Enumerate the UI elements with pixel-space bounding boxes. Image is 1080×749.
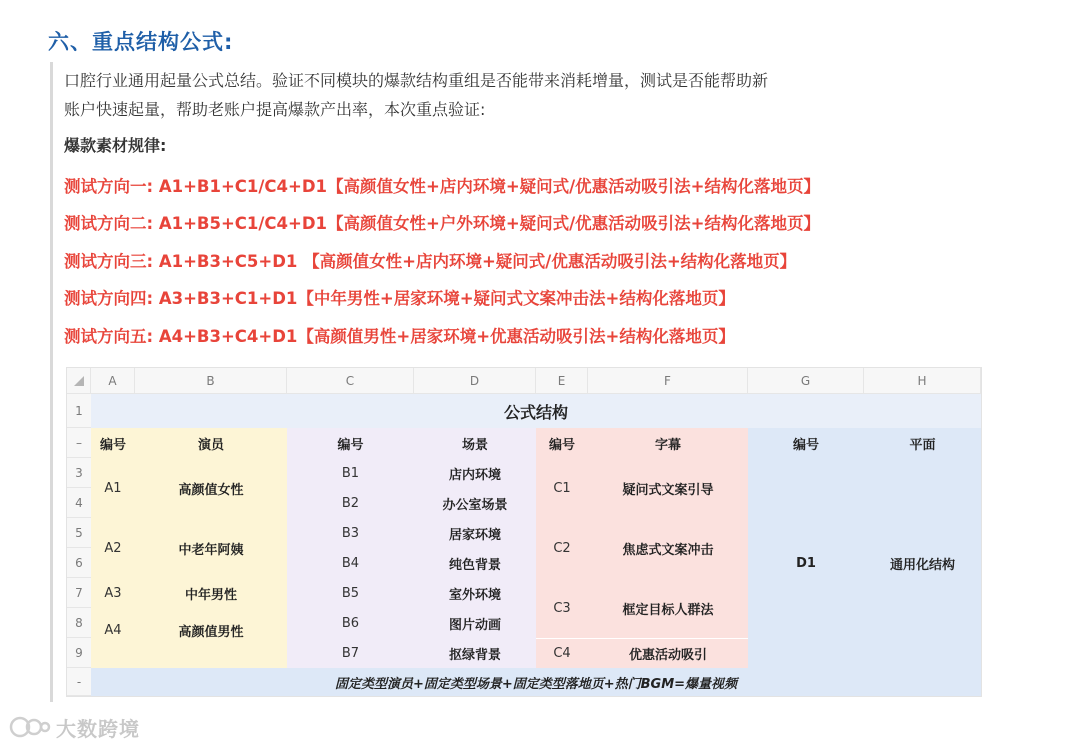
caption-code: C1 [553,480,571,496]
scene-name: 图片动画 [448,617,501,633]
header-actor: 演员 [197,437,224,453]
watermark [8,712,140,742]
formula-spreadsheet [66,367,982,697]
scene-code: B6 [341,615,360,631]
header-actor-code: 编号 [99,437,126,453]
plane-code: D1 [796,555,816,571]
plane-name: 通用化结构 [889,557,955,573]
test-direction-5: 测试方向五: A4+B3+C4+D1【高颜值男性+居家环境+优惠活动吸引法+结构化落地页】 [64,327,735,346]
header-caption: 字幕 [654,437,681,453]
test-direction-1: 测试方向一: A1+B1+C1/C4+D1【高颜值女性+店内环境+疑问式/优惠活动吸引法+结构化落地页】 [64,177,821,196]
select-all-corner [67,368,91,394]
col-header-f: F [588,368,748,394]
actor-code: A1 [104,480,122,496]
intro-paragraph [64,66,894,124]
subheading: 爆款素材规律: [64,136,167,155]
watermark-text: 大数跨境 [56,716,140,741]
intro-line-2: 账户快速起量，帮助老账户提高爆款产出率，本次重点验证: [64,100,486,119]
actor-name: 高颜值男性 [178,625,244,640]
col-header-g: G [748,368,864,394]
caption-code: C3 [553,600,571,616]
scene-name: 抠绿背景 [448,647,501,663]
scene-code: B4 [341,555,360,571]
scene-code: B7 [341,645,360,661]
col-header-b: B [135,368,287,394]
test-direction-4: 测试方向四: A3+B3+C1+D1【中年男性+居家环境+疑问式文案冲击法+结构化落地页】 [64,289,735,308]
header-scene-code: 编号 [337,437,364,453]
actor-name: 中年男性 [184,587,237,603]
col-header-a: A [91,368,135,394]
row-number: 4 [67,488,91,518]
header-caption-code: 编号 [548,437,575,453]
scene-code: B3 [341,525,360,541]
actor-code: A2 [104,540,122,556]
caption-name: 疑问式文案引导 [622,482,714,498]
corner-triangle-icon [74,376,84,386]
row-number: 1 [67,394,91,428]
header-scene: 场景 [461,437,488,453]
row-number: 5 [67,518,91,548]
watermark-logo-icon [8,714,52,740]
scene-name: 办公室场景 [442,497,508,513]
scene-name: 店内环境 [448,467,501,483]
intro-line-1: 口腔行业通用起量公式总结。验证不同模块的爆款结构重组是否能带来消耗增量，测试是否能帮助新 [64,71,769,90]
col-header-d: D [414,368,536,394]
scene-name: 居家环境 [448,527,501,543]
scene-name: 室外环境 [448,587,501,603]
actor-name: 中老年阿姨 [178,542,244,558]
row-number: - [67,668,91,696]
caption-code: C4 [536,638,588,668]
actor-code: A3 [104,585,122,601]
sheet-footer-formula: 固定类型演员+固定类型场景+固定类型落地页+热门BGM=爆量视频 [91,668,981,696]
scene-code: B2 [341,495,360,511]
col-header-c: C [287,368,414,394]
row-number: 9 [67,638,91,668]
sheet-title: 公式结构 [91,394,981,428]
row-number: – [67,428,91,458]
caption-name: 框定目标人群法 [622,602,714,618]
row-number: 6 [67,548,91,578]
actor-name: 高颜值女性 [178,482,244,498]
caption-name: 焦虑式文案冲击 [622,542,714,558]
caption-name: 优惠活动吸引 [588,638,748,668]
header-plane: 平面 [909,437,936,453]
header-plane-code: 编号 [792,437,819,453]
row-number: 8 [67,608,91,638]
col-header-e: E [536,368,588,394]
section-heading: 六、重点结构公式: [48,30,234,54]
test-direction-3: 测试方向三: A1+B3+C5+D1 【高颜值女性+店内环境+疑问式/优惠活动吸引法+结构化落地页】 [64,252,797,271]
scene-name: 纯色背景 [448,557,501,573]
actor-code: A4 [104,623,122,638]
quote-bar [50,62,53,702]
scene-code: B5 [341,585,360,601]
col-header-h: H [864,368,981,394]
scene-code: B1 [341,465,360,481]
row-number: 3 [67,458,91,488]
test-direction-2: 测试方向二: A1+B5+C1/C4+D1【高颜值女性+户外环境+疑问式/优惠活动吸引法+结构化落地页】 [64,214,821,233]
caption-code: C2 [553,540,571,556]
row-number: 7 [67,578,91,608]
